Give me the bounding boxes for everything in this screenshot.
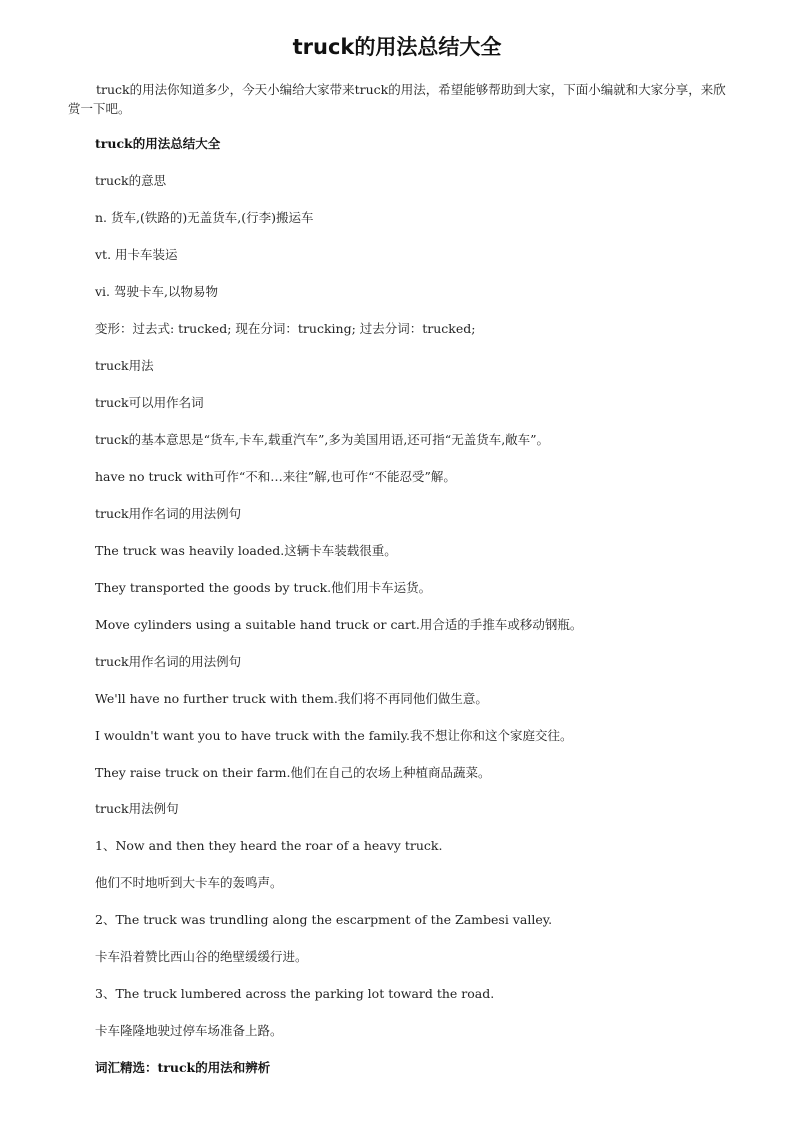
text-line: truck用法 <box>95 358 154 373</box>
text-line: truck用作名词的用法例句 <box>95 506 242 521</box>
text-line: I wouldn't want you to have truck with the family.我不想让你和这个家庭交往。 <box>95 728 573 743</box>
section-heading: 词汇精选：truck的用法和辨析 <box>95 1060 271 1075</box>
text-line: They raise truck on their farm.他们在自己的农场上种植商品蔬菜。 <box>95 765 491 780</box>
text-line: 他们不时地听到大卡车的轰鸣声。 <box>95 875 283 890</box>
text-line: vt. 用卡车装运 <box>95 247 178 262</box>
section-heading: truck的用法总结大全 <box>95 136 221 151</box>
text-line: The truck was heavily loaded.这辆卡车装载很重。 <box>95 543 397 558</box>
text-line: truck的意思 <box>95 173 167 188</box>
text-line: Move cylinders using a suitable hand truck or cart.用合适的手推车或移动钢瓶。 <box>95 617 583 632</box>
text-line: 卡车沿着赞比西山谷的绝壁缓缓行进。 <box>95 949 308 964</box>
text-line: truck用作名词的用法例句 <box>95 654 242 669</box>
text-line: 3、The truck lumbered across the parking lot toward the road. <box>95 986 495 1001</box>
text-line: have no truck with可作“不和…来往”解,也可作“不能忍受”解。 <box>95 469 456 484</box>
text-line: 变形：过去式: trucked; 现在分词：trucking; 过去分词：trucked; <box>95 321 476 336</box>
text-line: truck的基本意思是“货车,卡车,载重汽车”,多为美国用语,还可指“无盖货车,敞车”。 <box>95 432 550 447</box>
text-line: They transported the goods by truck.他们用卡车运货。 <box>95 580 432 595</box>
text-line: n. 货车,(铁路的)无盖货车,(行李)搬运车 <box>95 210 314 225</box>
text-line: 1、Now and then they heard the roar of a heavy truck. <box>95 838 443 853</box>
document-title: truck的用法总结大全 <box>292 35 502 59</box>
text-line: 卡车隆隆地驶过停车场准备上路。 <box>95 1023 283 1038</box>
intro-paragraph: truck的用法你知道多少，今天小编给大家带来truck的用法，希望能够帮助到大家，下面小编就和大家分享，来欣赏一下吧。 <box>68 82 726 116</box>
text-line: vi. 驾驶卡车,以物易物 <box>95 284 218 299</box>
text-line: truck用法例句 <box>95 801 179 816</box>
text-line: We'll have no further truck with them.我们将不再同他们做生意。 <box>95 691 488 706</box>
text-line: 2、The truck was trundling along the escarpment of the Zambesi valley. <box>95 912 553 927</box>
text-line: truck可以用作名词 <box>95 395 204 410</box>
